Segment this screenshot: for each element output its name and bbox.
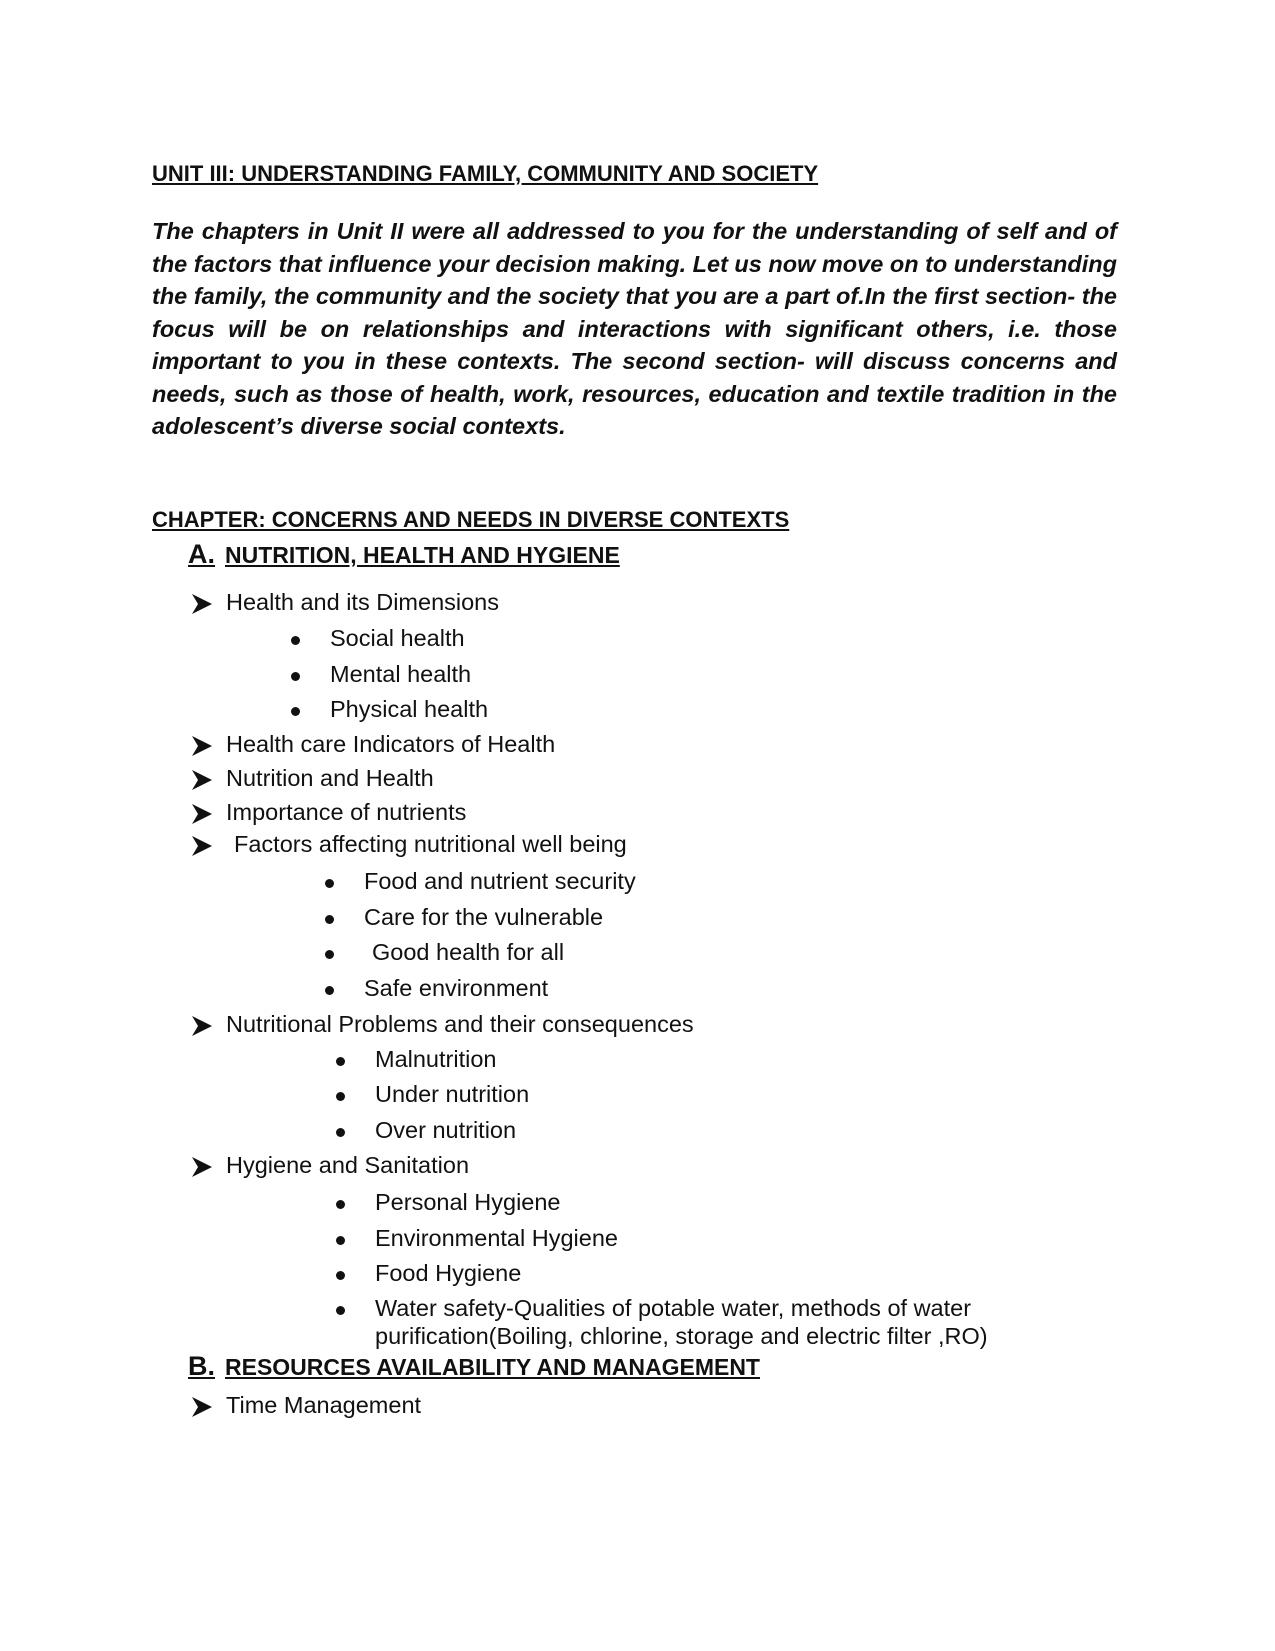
subtopic-environmental-hygiene: Environmental Hygiene xyxy=(375,1225,618,1251)
bullet-dot-icon xyxy=(291,672,300,681)
bullet-dot-icon xyxy=(336,1200,345,1209)
bullet-dot-icon xyxy=(336,1092,345,1101)
chapter-title: CHAPTER: CONCERNS AND NEEDS IN DIVERSE CONTEXTS xyxy=(152,507,790,532)
topic-health-dimensions: Health and its Dimensions xyxy=(226,589,499,615)
arrow-bullet-icon xyxy=(190,734,214,758)
bullet-dot-icon xyxy=(325,986,334,995)
subtopic-under-nutrition: Under nutrition xyxy=(375,1081,530,1107)
section-b-title: RESOURCES AVAILABILITY AND MANAGEMENT xyxy=(225,1354,760,1380)
subtopic-food-hygiene: Food Hygiene xyxy=(375,1260,522,1286)
section-a-title: NUTRITION, HEALTH AND HYGIENE xyxy=(225,542,620,568)
intro-paragraph: The chapters in Unit II were all addressed to you for the understanding of self and of the factors that influence your decision making. Let us now move on to understanding the family, the community and the society that you are a part of.In the first section- the focus will be on relationships and interactions with significant others, i.e. those important to you in these contexts. The second section- will discuss concerns and needs, such as those of health, work, resources, education and textile tradition in the adolescent’s diverse social contexts. xyxy=(152,218,1117,439)
topic-factors: Factors affecting nutritional well being xyxy=(234,831,627,857)
arrow-bullet-icon xyxy=(190,768,214,792)
bullet-dot-icon xyxy=(336,1306,345,1315)
bullet-dot-icon xyxy=(291,707,300,716)
unit-title: UNIT III: UNDERSTANDING FAMILY, COMMUNITY AND SOCIETY xyxy=(152,161,819,186)
topic-nutrients: Importance of nutrients xyxy=(226,799,467,825)
subtopic-safe-environment: Safe environment xyxy=(364,975,549,1001)
bullet-dot-icon xyxy=(325,950,334,959)
subtopic-over-nutrition: Over nutrition xyxy=(375,1117,517,1143)
subtopic-social-health: Social health xyxy=(330,625,465,651)
arrow-bullet-icon xyxy=(190,802,214,826)
section-a-letter: A. xyxy=(188,539,215,569)
subtopic-vulnerable: Care for the vulnerable xyxy=(364,904,604,930)
bullet-dot-icon xyxy=(325,879,334,888)
topic-nutrition-health: Nutrition and Health xyxy=(226,765,434,791)
subtopic-personal-hygiene: Personal Hygiene xyxy=(375,1189,561,1215)
bullet-dot-icon xyxy=(325,915,334,924)
subtopic-water-safety: Water safety-Qualities of potable water, methods of water purification(Boiling, chlorine, storage and electric filter ,RO) xyxy=(375,1295,988,1349)
arrow-bullet-icon xyxy=(190,1155,214,1179)
subtopic-physical-health: Physical health xyxy=(330,696,489,722)
section-a-heading xyxy=(188,539,620,570)
bullet-dot-icon xyxy=(336,1236,345,1245)
topic-hygiene: Hygiene and Sanitation xyxy=(226,1152,470,1178)
topic-problems: Nutritional Problems and their consequences xyxy=(226,1011,694,1037)
subtopic-malnutrition: Malnutrition xyxy=(375,1046,497,1072)
topic-health-care: Health care Indicators of Health xyxy=(226,731,556,757)
bullet-dot-icon xyxy=(336,1271,345,1280)
arrow-bullet-icon xyxy=(190,592,214,616)
section-b-letter: B. xyxy=(188,1351,215,1381)
topic-time-management: Time Management xyxy=(226,1392,422,1418)
bullet-dot-icon xyxy=(336,1057,345,1066)
subtopic-mental-health: Mental health xyxy=(330,661,472,687)
arrow-bullet-icon xyxy=(190,1014,214,1038)
bullet-dot-icon xyxy=(336,1128,345,1137)
section-b-heading xyxy=(188,1351,760,1382)
bullet-dot-icon xyxy=(291,636,300,645)
subtopic-good-health: Good health for all xyxy=(372,939,565,965)
arrow-bullet-icon xyxy=(190,834,214,858)
subtopic-food-security: Food and nutrient security xyxy=(364,868,636,894)
arrow-bullet-icon xyxy=(190,1395,214,1419)
